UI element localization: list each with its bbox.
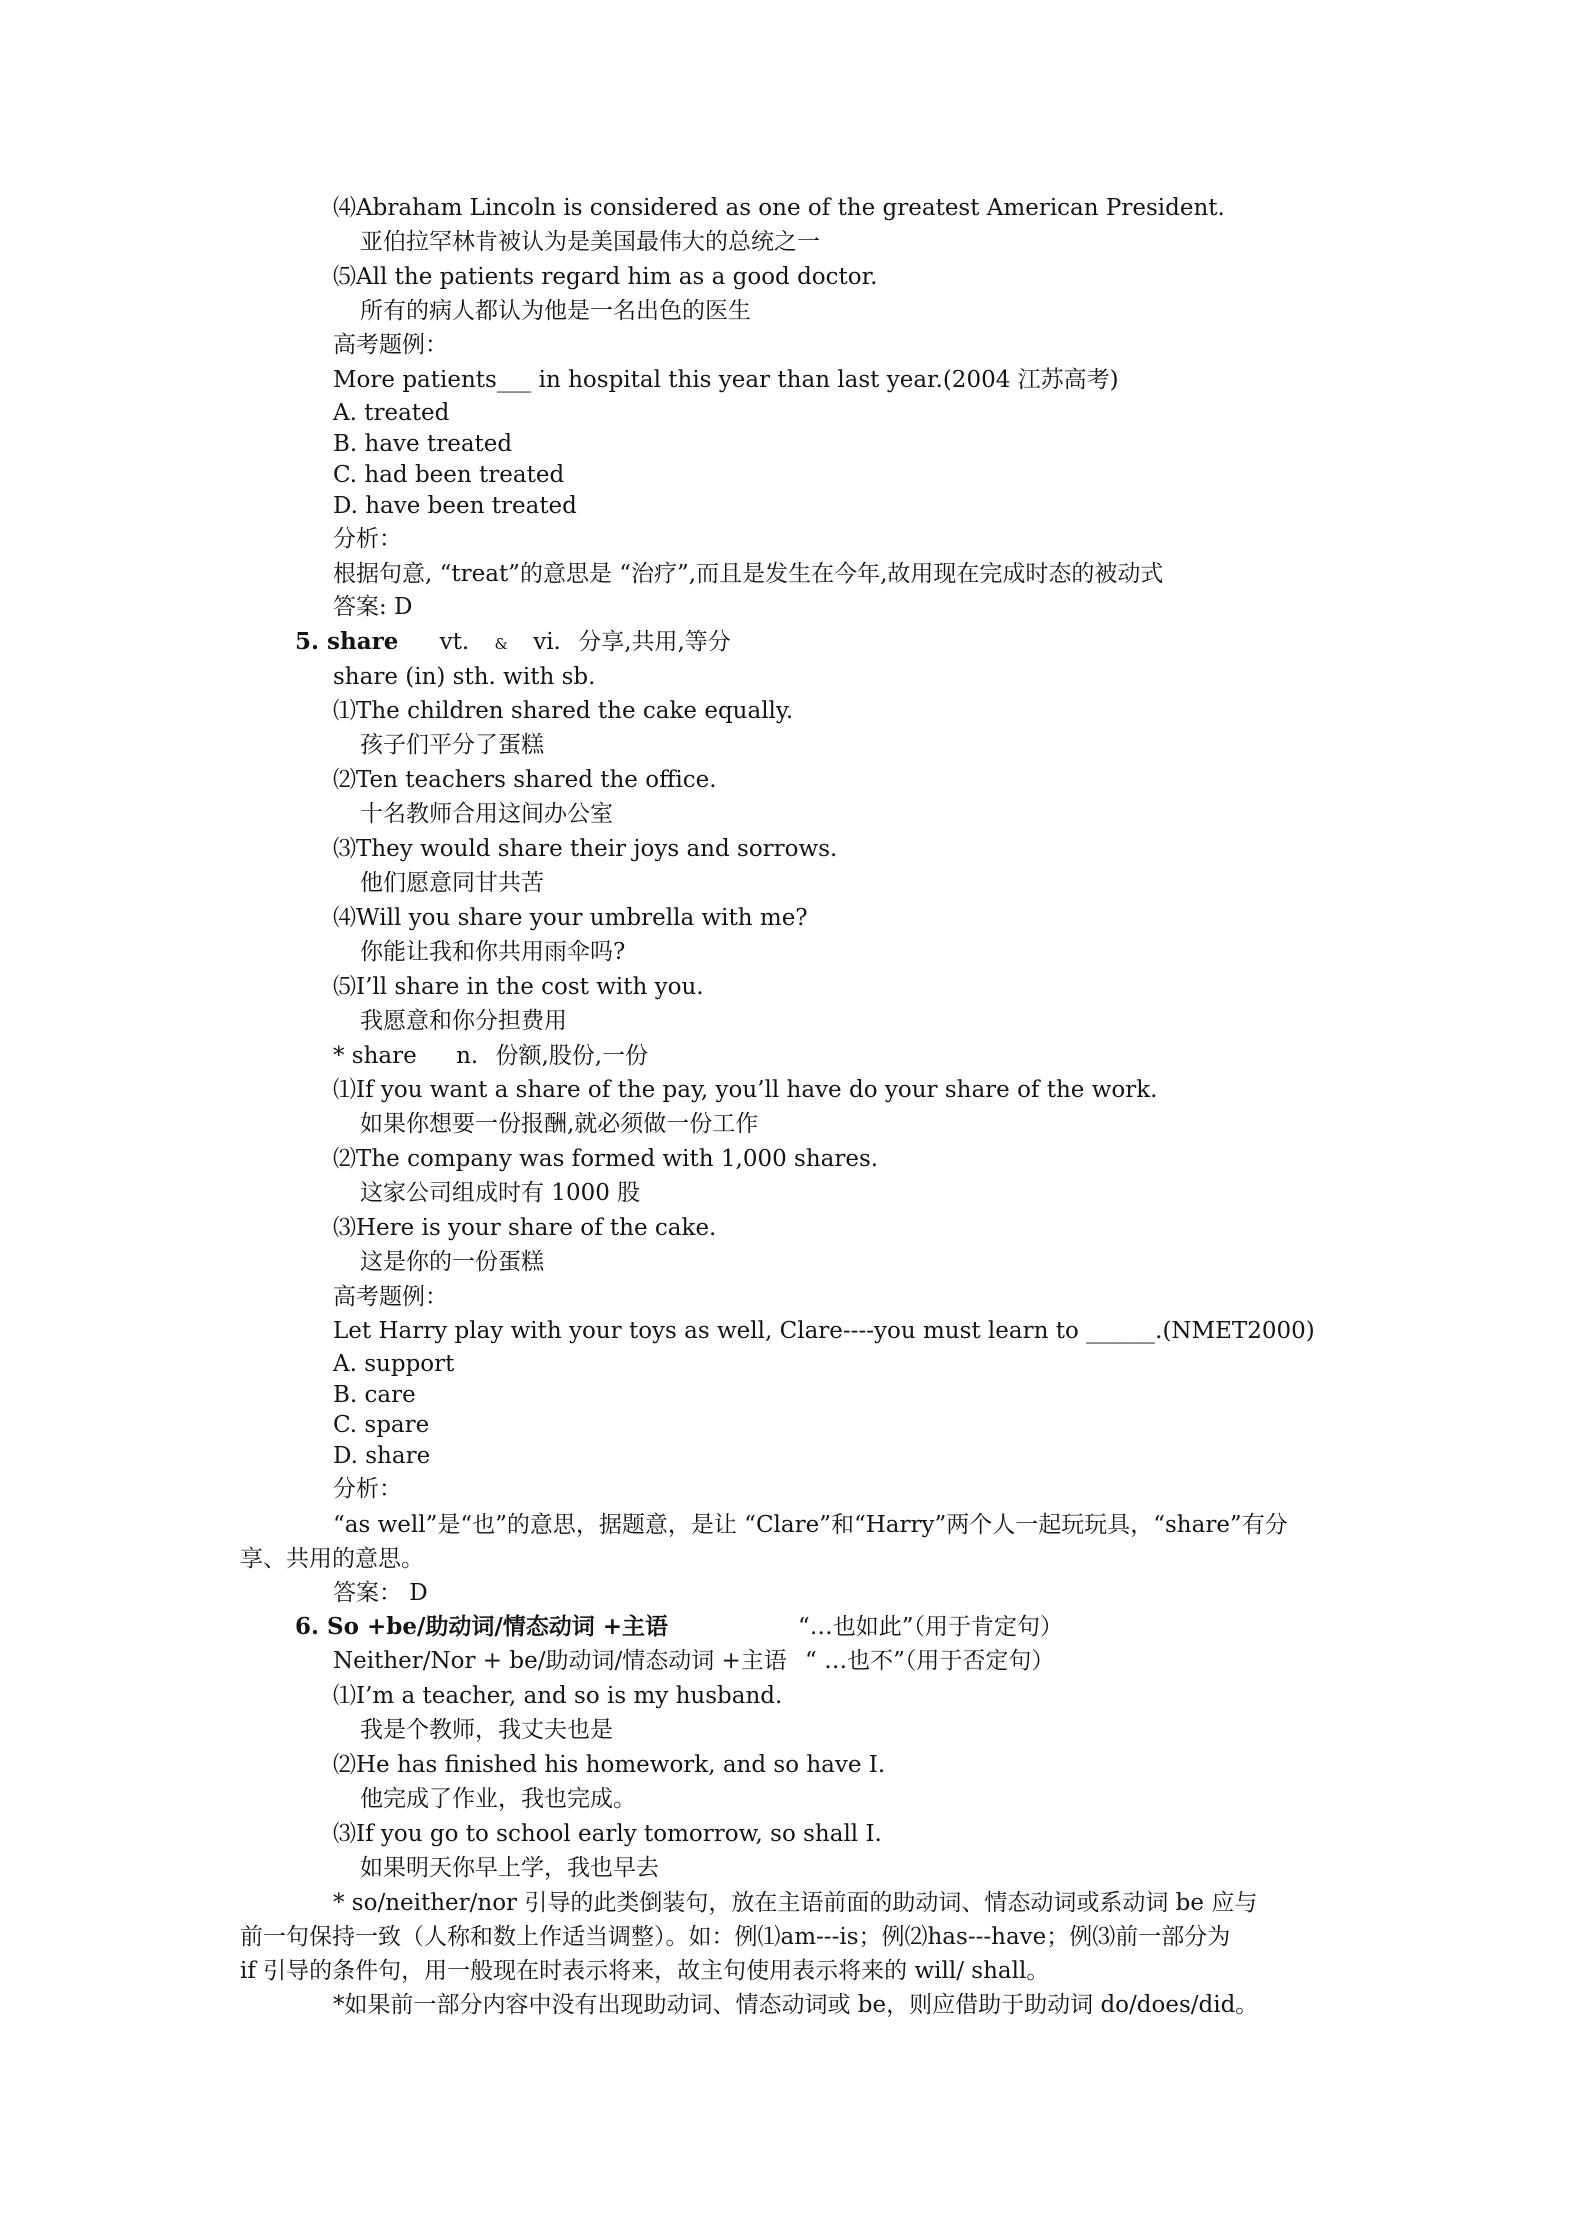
answer-text: 答案: D	[333, 594, 413, 620]
section-meaning: 分享,共用,等分	[578, 629, 731, 655]
analysis-text: 根据句意, “treat”的意思是 “治疗”,而且是发生在今年,故用现在完成时态的被动式	[333, 561, 1164, 587]
example-zh: 我愿意和你分担费用	[360, 1008, 567, 1034]
section-heading	[295, 627, 731, 659]
exam-option: C. spare	[333, 1412, 430, 1438]
section-meaning: “…也如此”（用于肯定句）	[798, 1614, 1064, 1640]
part-of-speech: vi.	[533, 629, 561, 655]
example-zh: 孩子们平分了蛋糕	[360, 732, 544, 758]
exam-option: D. have been treated	[333, 493, 577, 519]
exam-option: C. had been treated	[333, 462, 565, 488]
example-zh: 如果你想要一份报酬,就必须做一份工作	[360, 1111, 759, 1137]
exam-heading: 高考题例：	[333, 332, 448, 358]
exam-option: A. support	[333, 1351, 455, 1377]
example-en: ⑴I’m a teacher, and so is my husband.	[333, 1683, 783, 1709]
part-of-speech: vt.	[439, 629, 470, 655]
example-en: ⑷Abraham Lincoln is considered as one of the greatest American President.	[333, 195, 1225, 221]
noun-meaning: 份额,股份,一份	[495, 1043, 649, 1069]
example-zh: 这是你的一份蛋糕	[360, 1249, 544, 1275]
section-word: 5. share	[295, 628, 399, 655]
note-text: if 引导的条件句，用一般现在时表示将来，故主句使用表示将来的 will/ shall。	[240, 1958, 1050, 1984]
example-zh: 如果明天你早上学，我也早去	[360, 1855, 659, 1881]
example-en: ⑴The children shared the cake equally.	[333, 698, 794, 724]
example-en: ⑶They would share their joys and sorrows.	[333, 836, 838, 862]
example-zh: 他们愿意同甘共苦	[360, 870, 544, 896]
exam-option: B. have treated	[333, 431, 513, 457]
analysis-text: 享、共用的意思。	[240, 1546, 424, 1572]
example-en: ⑴If you want a share of the pay, you’ll have do your share of the work.	[333, 1077, 1158, 1103]
example-zh: 我是个教师，我丈夫也是	[360, 1717, 613, 1743]
exam-option: B. care	[333, 1382, 416, 1408]
exam-option: A. treated	[333, 400, 450, 426]
example-en: ⑸All the patients regard him as a good doctor.	[333, 264, 878, 290]
example-en: ⑸I’ll share in the cost with you.	[333, 974, 704, 1000]
example-en: ⑵Ten teachers shared the office.	[333, 767, 717, 793]
example-zh: 十名教师合用这间办公室	[360, 801, 613, 827]
example-en: ⑵He has finished his homework, and so have I.	[333, 1752, 886, 1778]
usage-pattern: share (in) sth. with sb.	[333, 664, 596, 690]
exam-question: Let Harry play with your toys as well, Clare----you must learn to ______.(NMET2000)	[333, 1318, 1315, 1344]
example-zh: 亚伯拉罕林肯被认为是美国最伟大的总统之一	[360, 229, 820, 255]
exam-question: More patients___ in hospital this year than last year.(2004 江苏高考)	[333, 367, 1119, 393]
example-zh: 你能让我和你共用雨伞吗?	[360, 939, 626, 965]
answer-text: 答案： D	[333, 1580, 428, 1606]
example-en: ⑶Here is your share of the cake.	[333, 1215, 717, 1241]
section-heading: 6. So +be/助动词/情态动词 +主语	[295, 1613, 669, 1640]
example-en: ⑵The company was formed with 1,000 shares.	[333, 1146, 879, 1172]
note-text: * so/neither/nor 引导的此类倒装句，放在主语前面的助动词、情态动词或系动词 be 应与	[333, 1890, 1258, 1916]
example-zh: 他完成了作业，我也完成。	[360, 1786, 636, 1812]
exam-heading: 高考题例：	[333, 1284, 448, 1310]
example-en: ⑶If you go to school early tomorrow, so shall I.	[333, 1821, 882, 1847]
section-meaning: “ …也不”（用于否定句）	[805, 1648, 1055, 1674]
noun-pos: n.	[456, 1043, 479, 1069]
note-text: *如果前一部分内容中没有出现助动词、情态动词或 be，则应借助于助动词 do/does/did。	[333, 1992, 1259, 2018]
example-zh: 这家公司组成时有 1000 股	[360, 1180, 641, 1206]
analysis-label: 分析：	[333, 526, 402, 552]
exam-option: D. share	[333, 1443, 431, 1469]
noun-heading	[333, 1041, 648, 1071]
noun-word: * share	[333, 1043, 417, 1069]
example-en: ⑷Will you share your umbrella with me?	[333, 905, 808, 931]
example-zh: 所有的病人都认为他是一名出色的医生	[360, 298, 751, 324]
analysis-label: 分析：	[333, 1476, 402, 1502]
analysis-text: “as well”是“也”的意思，据题意，是让 “Clare”和“Harry”两个人一起玩玩具，“share”有分	[333, 1512, 1288, 1538]
ampersand: &	[494, 635, 508, 653]
section-subheading: Neither/Nor + be/助动词/情态动词 +主语	[333, 1648, 787, 1674]
note-text: 前一句保持一致（人称和数上作适当调整）。如：例⑴am---is；例⑵has---have；例⑶前一部分为	[240, 1924, 1231, 1950]
